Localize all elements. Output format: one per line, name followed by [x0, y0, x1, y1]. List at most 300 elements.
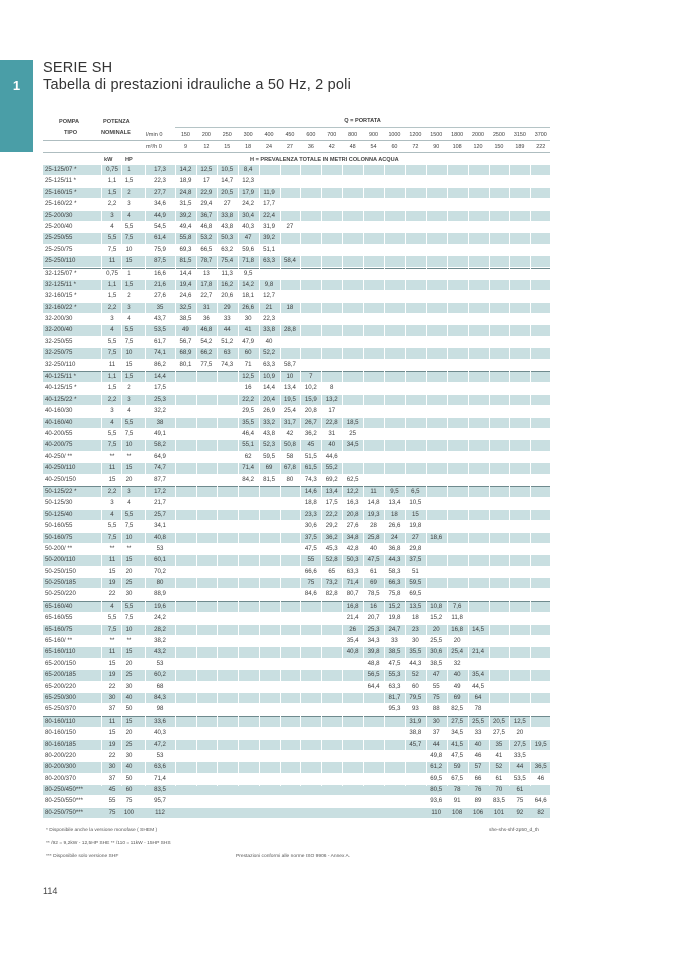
- column-separator: [259, 165, 260, 786]
- table-row: [43, 395, 550, 406]
- head-cell: 18,1: [242, 292, 255, 300]
- head-cell: 45,7: [409, 740, 422, 748]
- hp-cell: 25: [125, 671, 133, 679]
- head-zero-cell: 47,2: [154, 740, 166, 748]
- head-cell: 15,2: [388, 602, 401, 610]
- pump-type-cell: 40-125/22 *: [45, 395, 77, 403]
- head-cell: 15: [411, 510, 419, 518]
- hp-cell: 2: [127, 292, 131, 300]
- table-row: [43, 693, 550, 704]
- hp-cell: 3: [127, 200, 131, 208]
- column-separator: [342, 165, 343, 786]
- hp-cell: 5,5: [124, 222, 134, 230]
- hp-cell: 30: [125, 751, 133, 759]
- head-cell: 64,4: [367, 682, 380, 690]
- head-cell: 20: [453, 637, 461, 645]
- head-cell: 13,4: [325, 487, 338, 495]
- table-row: [43, 199, 550, 210]
- pump-type-cell: 65-160/ **: [45, 637, 73, 645]
- kw-cell: 3: [110, 211, 114, 219]
- head-zero-cell: 95,7: [154, 797, 166, 805]
- kw-cell: 7,5: [107, 533, 117, 541]
- head-cell: 46,8: [200, 222, 213, 230]
- head-cell: 92: [516, 808, 524, 816]
- head-cell: 52,8: [325, 556, 338, 564]
- kw-cell: 5,5: [107, 337, 117, 345]
- head-cell: 20,7: [367, 614, 380, 622]
- head-cell: 18,8: [304, 499, 317, 507]
- table-row: [43, 808, 550, 819]
- hp-cell: **: [126, 544, 132, 552]
- hp-cell: 10: [125, 533, 133, 541]
- head-cell: 63,2: [221, 245, 234, 253]
- pump-type-cell: 80-250/750***: [45, 808, 83, 816]
- table-row: [43, 406, 550, 417]
- head-cell: 81,5: [179, 257, 192, 265]
- head-cell: 52: [495, 763, 503, 771]
- kw-cell: 1,5: [107, 384, 117, 392]
- head-zero-cell: 35: [156, 303, 164, 311]
- head-cell: 26,7: [304, 418, 317, 426]
- kw-cell: 19: [108, 671, 116, 679]
- head-zero-cell: 28,2: [154, 625, 166, 633]
- head-cell: 30: [432, 717, 440, 725]
- head-cell: 75: [432, 693, 440, 701]
- head-cell: 24,7: [388, 625, 401, 633]
- hp-cell: 7,5: [124, 337, 134, 345]
- table-row: [43, 291, 550, 302]
- head-cell: 106: [472, 808, 484, 816]
- head-cell: 24,6: [179, 292, 192, 300]
- flow-lmin-16: 3150: [513, 132, 526, 138]
- head-cell: 21,4: [346, 614, 359, 622]
- kw-cell: 3: [110, 407, 114, 415]
- head-cell: 21,4: [472, 648, 484, 656]
- head-cell: 20: [432, 625, 440, 633]
- kw-cell: 15: [108, 659, 116, 667]
- performance-table: [43, 165, 550, 819]
- head-cell: 108: [452, 808, 463, 816]
- head-cell: 22,2: [242, 395, 255, 403]
- flow-lmin-14: 2000: [472, 132, 485, 138]
- head-cell: 16: [370, 602, 377, 610]
- head-cell: 80,5: [430, 786, 443, 794]
- hp-cell: 20: [125, 729, 133, 737]
- head-cell: 79,5: [409, 693, 422, 701]
- flow-lmin-4: 400: [264, 132, 274, 138]
- flow-m3h-6: 36: [307, 144, 314, 150]
- flow-m3h-2: 15: [224, 144, 231, 150]
- head-cell: 47,5: [451, 751, 464, 759]
- head-cell: 17: [328, 407, 336, 415]
- head-cell: 7,6: [452, 602, 462, 610]
- table-row: [43, 176, 550, 187]
- head-cell: 44,3: [388, 556, 401, 564]
- head-cell: 64,6: [534, 797, 547, 805]
- head-cell: 12,5: [200, 166, 213, 173]
- head-zero-cell: 84,3: [154, 693, 166, 701]
- head-cell: 66,3: [388, 579, 401, 587]
- table-row: [43, 578, 550, 589]
- head-zero-cell: 61,7: [154, 337, 166, 345]
- head-cell: 82: [537, 808, 545, 816]
- table-row: [43, 567, 550, 578]
- table-row: [43, 533, 550, 544]
- table-row: [43, 256, 550, 267]
- table-row: [43, 740, 550, 751]
- head-cell: 52,3: [263, 441, 275, 449]
- flow-m3h-11: 72: [412, 144, 419, 150]
- head-cell: 12,7: [263, 292, 275, 300]
- head-cell: 49,4: [179, 222, 192, 230]
- head-zero-cell: 80: [156, 579, 164, 587]
- head-cell: 25,4: [451, 648, 464, 656]
- head-cell: 14,4: [263, 384, 275, 392]
- kw-cell: 2,2: [107, 395, 117, 403]
- head-cell: 47,5: [367, 556, 380, 564]
- head-cell: 40: [370, 544, 377, 552]
- head-cell: 66,5: [200, 245, 213, 253]
- head-cell: 71: [244, 360, 252, 368]
- head-cell: 59,5: [263, 452, 275, 460]
- head-cell: 40: [265, 337, 273, 345]
- head-cell: 42: [286, 429, 294, 437]
- head-cell: 61: [495, 774, 503, 782]
- pump-type-cell: 25-200/30: [45, 211, 73, 219]
- head-cell: 44,3: [409, 659, 422, 667]
- column-separator: [280, 165, 281, 786]
- column-separator: [217, 165, 218, 786]
- head-cell: 14,4: [179, 269, 192, 277]
- head-cell: 47,5: [388, 659, 401, 667]
- pump-type-cell: 50-125/22 *: [45, 487, 77, 495]
- table-row: [43, 728, 550, 739]
- head-cell: 8: [330, 384, 334, 392]
- kw-cell: 7,5: [107, 349, 117, 357]
- head-zero-cell: 75,9: [154, 245, 166, 253]
- pump-type-cell: 65-250/370: [45, 705, 76, 713]
- head-cell: 45,3: [325, 544, 338, 552]
- header-pompa: POMPA: [59, 119, 80, 125]
- head-cell: 34,5: [451, 729, 464, 737]
- hp-cell: 5,5: [124, 418, 134, 426]
- head-cell: 71,4: [346, 579, 359, 587]
- head-cell: 13,5: [409, 602, 422, 610]
- flow-lmin-5: 450: [285, 132, 295, 138]
- kw-cell: 19: [108, 579, 116, 587]
- head-cell: 48,8: [367, 659, 380, 667]
- head-cell: 27,5: [451, 717, 464, 725]
- table-row: [43, 211, 550, 222]
- head-cell: 36,8: [388, 544, 401, 552]
- head-cell: 52,2: [263, 349, 275, 357]
- head-zero-cell: 44,9: [154, 211, 166, 219]
- head-cell: 27,6: [346, 522, 359, 530]
- head-zero-cell: 61,4: [154, 234, 166, 242]
- head-cell: 78,5: [367, 590, 380, 598]
- head-cell: 25,3: [367, 625, 380, 633]
- table-row: [43, 418, 550, 429]
- head-cell: 60: [244, 349, 252, 357]
- hp-cell: 7,5: [124, 429, 134, 437]
- hp-cell: **: [126, 452, 132, 460]
- kw-cell: 37: [108, 774, 116, 782]
- head-cell: 76: [474, 786, 482, 794]
- head-cell: 31,5: [179, 200, 192, 208]
- kw-cell: 5,5: [107, 429, 117, 437]
- head-cell: 62,5: [346, 475, 359, 483]
- head-zero-cell: 88,9: [154, 590, 166, 598]
- hp-cell: 10: [125, 441, 133, 449]
- head-zero-cell: 38,2: [154, 637, 166, 645]
- flow-m3h-12: 90: [433, 144, 440, 150]
- head-cell: 34,3: [367, 637, 380, 645]
- pump-type-cell: 65-200/185: [45, 671, 76, 679]
- table-row: [43, 233, 550, 244]
- pump-type-cell: 50-125/30: [45, 499, 73, 507]
- head-zero-cell: 70,2: [154, 567, 166, 575]
- head-cell: 19,8: [388, 614, 401, 622]
- column-separator: [175, 165, 176, 786]
- hp-cell: 1,5: [124, 373, 134, 381]
- kw-cell: 75: [108, 808, 116, 816]
- head-cell: 35,4: [346, 637, 359, 645]
- head-zero-cell: 21,6: [154, 280, 166, 288]
- rule-2: [43, 152, 550, 153]
- head-cell: 37,5: [409, 556, 422, 564]
- head-cell: 51,5: [304, 452, 317, 460]
- pump-type-cell: 80-200/300: [45, 763, 76, 771]
- head-cell: 58,7: [284, 360, 296, 368]
- head-cell: 75: [307, 579, 315, 587]
- head-cell: 63,3: [388, 682, 401, 690]
- kw-cell: 30: [108, 763, 116, 771]
- head-cell: 63,3: [263, 257, 275, 265]
- head-cell: 33,8: [221, 211, 234, 219]
- head-cell: 56,7: [179, 337, 192, 345]
- flow-m3h-17: 222: [536, 144, 546, 150]
- head-cell: 61,2: [430, 763, 443, 771]
- head-cell: 24,2: [242, 200, 255, 208]
- head-cell: 84,2: [242, 475, 255, 483]
- column-separator: [384, 165, 385, 786]
- head-cell: 35,5: [242, 418, 255, 426]
- head-cell: 33,8: [263, 326, 275, 334]
- head-cell: 30: [411, 637, 419, 645]
- head-cell: 59: [453, 763, 461, 771]
- flow-m3h-0: 9: [183, 144, 187, 150]
- head-cell: 44,5: [472, 682, 484, 690]
- kw-cell: 4: [110, 222, 114, 230]
- table-row: [43, 796, 550, 807]
- flow-m3h-16: 189: [515, 144, 525, 150]
- pump-type-cell: 50-200/110: [45, 556, 76, 564]
- head-cell: 93: [411, 705, 419, 713]
- kw-cell: 11: [108, 648, 116, 656]
- column-separator: [363, 165, 364, 786]
- column-separator: [196, 165, 197, 786]
- table-row: [43, 589, 550, 600]
- head-cell: 58,4: [284, 257, 296, 265]
- pump-type-cell: 25-250/110: [45, 257, 76, 265]
- hp-cell: 40: [125, 763, 133, 771]
- hp-cell: 3: [127, 303, 131, 311]
- unit-m3h: m³/h 0: [146, 144, 162, 150]
- head-cell: 33,2: [263, 418, 275, 426]
- head-cell: 22,2: [325, 510, 338, 518]
- head-cell: 13,4: [284, 384, 296, 392]
- table-row: [43, 762, 550, 773]
- head-zero-cell: 27,7: [154, 188, 166, 196]
- head-cell: 22,7: [200, 292, 213, 300]
- head-cell: 47,5: [304, 544, 317, 552]
- head-zero-cell: 34,1: [154, 522, 166, 530]
- head-cell: 93,6: [430, 797, 443, 805]
- pump-type-cell: 32-250/110: [45, 360, 76, 368]
- kw-cell: 15: [108, 567, 116, 575]
- kw-cell: 2,2: [107, 487, 117, 495]
- unit-lmin: l/min 0: [146, 132, 163, 138]
- kw-cell: 11: [108, 556, 116, 564]
- head-cell: 50,3: [346, 556, 359, 564]
- column-separator: [530, 165, 531, 786]
- pump-type-cell: 80-200/220: [45, 751, 76, 759]
- head-cell: 39,2: [179, 211, 192, 219]
- flow-m3h-5: 27: [286, 144, 293, 150]
- head-cell: 61,5: [304, 464, 317, 472]
- head-cell: 12,2: [346, 487, 359, 495]
- head-cell: 60: [411, 682, 419, 690]
- head-cell: 47: [244, 234, 252, 242]
- pump-type-cell: 25-160/15 *: [45, 188, 77, 196]
- head-cell: 29,4: [200, 200, 213, 208]
- pump-type-cell: 80-250/550***: [45, 797, 83, 805]
- head-cell: 46: [537, 774, 545, 782]
- head-zero-cell: 58,2: [154, 441, 166, 449]
- head-cell: 19,5: [284, 395, 296, 403]
- head-cell: 18,9: [179, 177, 192, 185]
- header-kw: kW: [104, 157, 113, 163]
- head-cell: 38,5: [430, 659, 443, 667]
- pump-type-cell: 65-160/110: [45, 648, 76, 656]
- head-cell: 38,8: [409, 729, 422, 737]
- head-cell: 66: [474, 774, 482, 782]
- head-zero-cell: 14,4: [154, 373, 166, 381]
- head-cell: 50,3: [221, 234, 234, 242]
- head-cell: 81,7: [388, 693, 401, 701]
- head-cell: 26,6: [388, 522, 401, 530]
- head-cell: 9,5: [243, 269, 253, 277]
- head-cell: 49: [182, 326, 189, 334]
- head-cell: 20: [516, 729, 524, 737]
- head-cell: 20,8: [346, 510, 359, 518]
- table-row: [43, 280, 550, 291]
- pump-type-cell: 32-200/40: [45, 326, 73, 334]
- pump-type-cell: 40-160/30: [45, 407, 73, 415]
- table-row: [43, 544, 550, 555]
- kw-cell: 11: [108, 717, 116, 725]
- head-cell: 17: [202, 177, 210, 185]
- head-cell: 69,3: [179, 245, 192, 253]
- head-cell: 36,2: [304, 429, 317, 437]
- pump-type-cell: 25-200/40: [45, 222, 73, 230]
- kw-cell: 22: [108, 751, 116, 759]
- kw-cell: 1,1: [107, 280, 117, 288]
- flow-m3h-13: 108: [452, 144, 462, 150]
- kw-cell: 22: [108, 682, 116, 690]
- hp-cell: 15: [125, 257, 133, 265]
- hp-cell: 30: [125, 590, 133, 598]
- kw-cell: **: [109, 452, 115, 460]
- head-cell: 24,8: [179, 188, 192, 196]
- head-zero-cell: 38: [156, 418, 164, 426]
- head-cell: 89: [474, 797, 482, 805]
- head-cell: 10,8: [430, 602, 443, 610]
- head-cell: 36,5: [534, 763, 547, 771]
- head-cell: 19,4: [179, 280, 192, 288]
- head-cell: 75,8: [388, 590, 401, 598]
- head-cell: 78: [474, 705, 482, 713]
- head-cell: 35: [495, 740, 503, 748]
- head-cell: 88: [432, 705, 440, 713]
- table-row: [43, 440, 550, 451]
- head-cell: 16: [244, 384, 252, 392]
- hp-cell: 15: [125, 464, 133, 472]
- head-zero-cell: 17,3: [154, 166, 166, 173]
- kw-cell: 1,1: [107, 177, 117, 185]
- head-cell: 31: [328, 429, 336, 437]
- pump-type-cell: 65-200/150: [45, 659, 76, 667]
- pump-type-cell: 32-125/11 *: [45, 280, 77, 288]
- head-cell: 44: [223, 326, 231, 334]
- head-cell: 59,6: [242, 245, 255, 253]
- head-cell: 58: [286, 452, 294, 460]
- head-cell: 12,5: [242, 373, 255, 381]
- flow-lmin-11: 1200: [409, 132, 422, 138]
- head-cell: 11,8: [451, 614, 463, 622]
- head-zero-cell: 22,3: [154, 177, 166, 185]
- head-cell: 15,2: [430, 614, 443, 622]
- head-cell: 27,5: [513, 740, 526, 748]
- pump-type-cell: 50-125/40: [45, 510, 73, 518]
- kw-cell: 2,2: [107, 303, 117, 311]
- head-cell: 53,5: [513, 774, 526, 782]
- kw-cell: 30: [108, 693, 116, 701]
- kw-cell: 45: [108, 786, 116, 794]
- kw-cell: 15: [108, 475, 116, 483]
- table-row: [43, 670, 550, 681]
- hp-cell: 3: [127, 487, 131, 495]
- head-zero-cell: 54,5: [154, 222, 166, 230]
- head-cell: 33: [474, 729, 482, 737]
- page-number: 114: [43, 886, 58, 896]
- head-zero-cell: 25,3: [154, 395, 166, 403]
- head-cell: 75: [516, 797, 524, 805]
- pump-type-cell: 80-160/150: [45, 729, 76, 737]
- head-cell: 18: [391, 510, 398, 518]
- head-cell: 14,7: [221, 177, 234, 185]
- pump-type-cell: 25-250/55: [45, 234, 73, 242]
- document-code: she-shs-shf-2p50_d_th: [489, 828, 540, 833]
- head-cell: 61: [370, 567, 377, 575]
- head-cell: 36: [202, 315, 210, 323]
- head-cell: 24: [391, 533, 398, 541]
- page-title: Tabella di prestazioni idrauliche a 50 Hz, 2 poli: [43, 77, 352, 93]
- head-cell: 65: [328, 567, 336, 575]
- head-cell: 17,5: [325, 499, 338, 507]
- head-cell: 55,2: [325, 464, 338, 472]
- head-zero-cell: 63,6: [154, 763, 166, 771]
